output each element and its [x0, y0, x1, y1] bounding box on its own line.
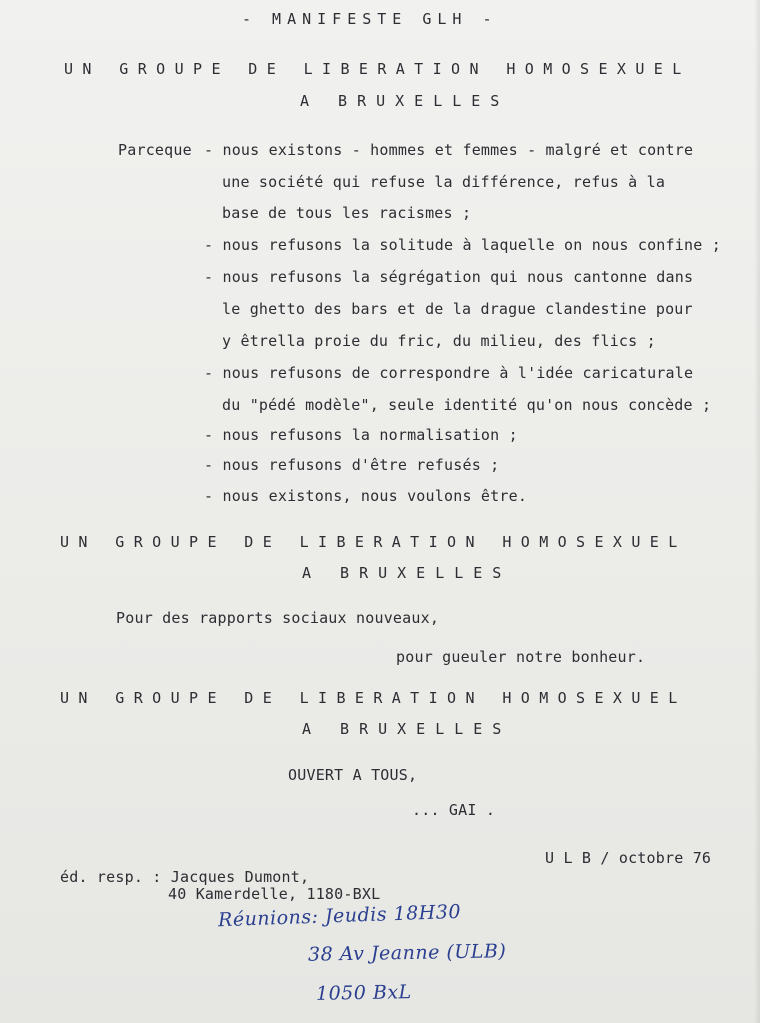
middle-text-2: pour gueuler notre bonheur. [396, 648, 646, 666]
handwritten-meeting-time: Réunions: Jeudis 18H30 [217, 900, 462, 932]
footer-responsible: éd. resp. : Jacques Dumont, [60, 868, 310, 886]
slogan-line-2: A BRUXELLES [302, 564, 512, 582]
slogan-line-2: A BRUXELLES [302, 720, 512, 738]
slogan-line-1: UN GROUPE DE LIBERATION HOMOSEXUEL [60, 533, 687, 551]
manifesto-item: - nous refusons d'être refusés ; [204, 456, 500, 474]
manifesto-item: y êtrella proie du fric, du milieu, des flics ; [222, 332, 656, 350]
manifesto-item: - nous refusons la ségrégation qui nous cantonne dans [204, 268, 694, 286]
manifesto-item: - nous existons, nous voulons être. [204, 487, 528, 505]
slogan-line-1: UN GROUPE DE LIBERATION HOMOSEXUEL [60, 689, 687, 707]
footer-address: 40 Kamerdelle, 1180-BXL [168, 885, 381, 903]
handwritten-address: 38 Av Jeanne (ULB) [307, 940, 507, 966]
manifesto-item: une société qui refuse la différence, refus à la [222, 173, 666, 191]
manifesto-item: - nous refusons de correspondre à l'idée caricaturale [204, 364, 694, 382]
manifesto-item: - nous refusons la normalisation ; [204, 426, 518, 444]
manifesto-intro: Parceque [118, 141, 192, 159]
manifesto-item: - nous refusons la solitude à laquelle on nous confine ; [204, 236, 721, 254]
closing-text-2: ... GAI . [412, 801, 496, 819]
slogan-line-1: UN GROUPE DE LIBERATION HOMOSEXUEL [64, 60, 691, 78]
closing-text-1: OUVERT A TOUS, [288, 766, 418, 784]
manifesto-item: base de tous les racismes ; [222, 204, 472, 222]
page-title: - MANIFESTE GLH - [242, 10, 498, 28]
manifesto-item: du "pédé modèle", seule identité qu'on nous concède ; [222, 396, 712, 414]
manifesto-item: - nous existons - hommes et femmes - malgré et contre [204, 141, 694, 159]
middle-text-1: Pour des rapports sociaux nouveaux, [116, 609, 440, 627]
handwritten-postcode: 1050 BxL [315, 981, 412, 1005]
manifesto-item: le ghetto des bars et de la drague clandestine pour [222, 300, 693, 318]
slogan-line-2: A BRUXELLES [300, 92, 510, 110]
paper-edge-shadow [754, 0, 760, 1023]
footer-date: U L B / octobre 76 [545, 849, 712, 867]
